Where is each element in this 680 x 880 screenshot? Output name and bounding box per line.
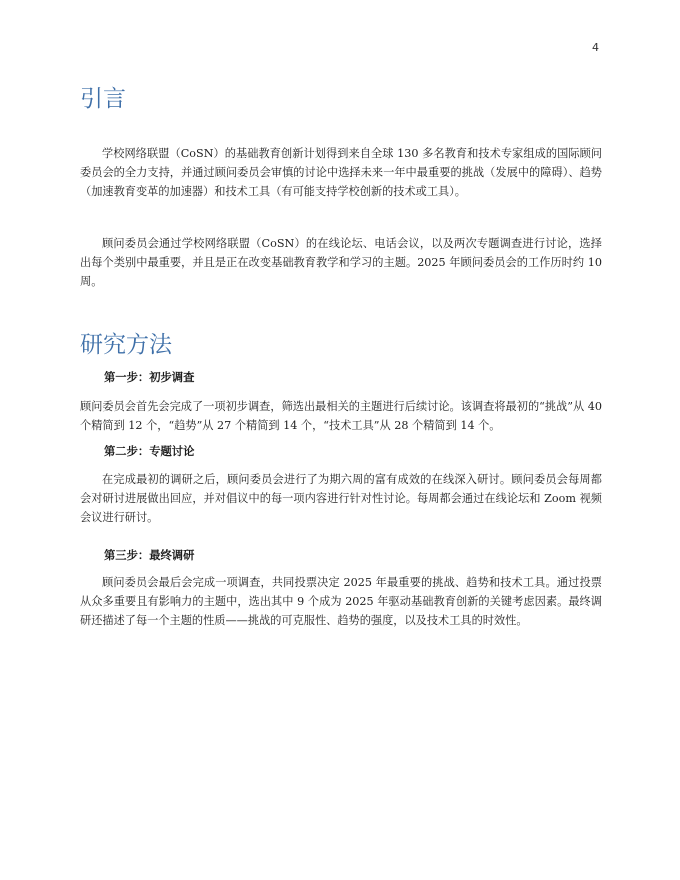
step-1-heading: 第一步：初步调查	[104, 371, 195, 384]
step-2-heading: 第二步：专题讨论	[104, 445, 195, 458]
introduction-paragraph-2: 顾问委员会通过学校网络联盟（CoSN）的在线论坛、电话会议，以及两次专题调查进行讨论，选择出每个类别中最重要，并且是正在改变基础教育教学和学习的主题。2025 年顾问委员会的工作历时约 10 周。	[80, 237, 602, 288]
introduction-heading: 引言	[80, 86, 126, 112]
step-1-paragraph: 顾问委员会首先会完成了一项初步调查，筛选出最相关的主题进行后续讨论。该调查将最初的“挑战”从 40 个精简到 12 个，“趋势”从 27 个精简到 14 个，“技术工具”从 28 个精简到 14 个。	[80, 400, 602, 432]
step-3-paragraph: 顾问委员会最后会完成一项调查，共同投票决定 2025 年最重要的挑战、趋势和技术工具。通过投票从众多重要且有影响力的主题中，选出其中 9 个成为 2025 年驱动基础教育创新的关键考虑因素。最终调研还描述了每一个主题的性质——挑战的可克服性、趋势的强度，以及技术工具的时效性。	[80, 576, 602, 627]
introduction-paragraph-1: 学校网络联盟（CoSN）的基础教育创新计划得到来自全球 130 多名教育和技术专家组成的国际顾问委员会的全力支持，并通过顾问委员会审慎的讨论中选择未来一年中最重要的挑战（发展中的障碍）、趋势（加速教育变革的加速器）和技术工具（有可能支持学校创新的技术或工具）。	[80, 147, 602, 198]
step-2-paragraph: 在完成最初的调研之后，顾问委员会进行了为期六周的富有成效的在线深入研讨。顾问委员会每周都会对研讨进展做出回应，并对倡议中的每一项内容进行针对性讨论。每周都会通过在线论坛和 Zoom 视频会议进行研讨。	[80, 473, 602, 524]
methodology-heading: 研究方法	[80, 332, 172, 358]
page-number: 4	[592, 41, 599, 54]
step-3-heading: 第三步：最终调研	[104, 549, 195, 562]
